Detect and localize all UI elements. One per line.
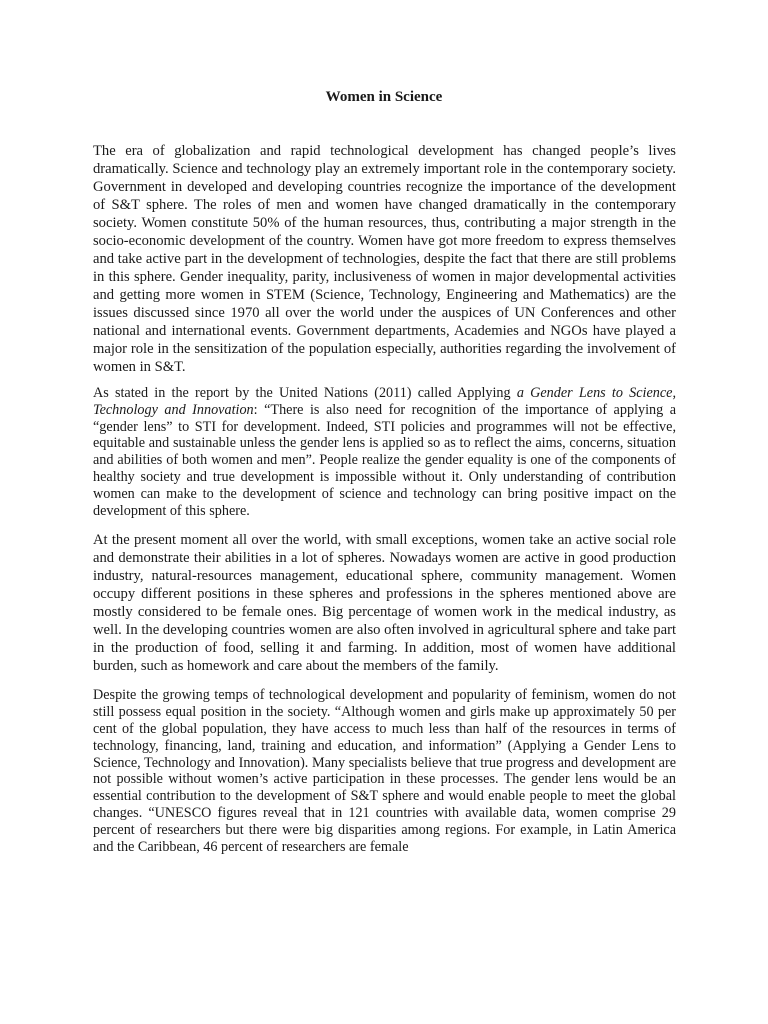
page-title: Women in Science (325, 89, 443, 105)
paragraph-2-lead: As stated in the report by the United Nations (2011) called Applying (93, 385, 517, 401)
report-title: a Gender Lens to Science, Technology and Innovation (93, 385, 676, 418)
paragraph-4: Despite the growing temps of technological development and popularity of feminism, women do not still possess equal position in the society. “Although women and girls make up approximately 50 per cent of the global population, they have access to much less than half of the resources in terms of technology, financing, land, training and education, and information” (Applying a Gender Lens to Science, Technology and Innovation). Many specialists believe that true progress and development are not possible without women’s active participation in these processes. The gender lens would be an essential contribution to the development of S&T sphere and would enable people to meet the global changes. “UNESCO figures reveal that in 121 countries with available data, women comprise 29 percent of researchers but there were big disparities among regions. For example, in Latin America and the Caribbean, 46 percent of researchers are female (93, 687, 676, 855)
paragraph-1: The era of globalization and rapid technological development has changed people’s lives dramatically. Science and technology play an extremely important role in the contemporary society. Government in developed and developing countries recognize the importance of the development of S&T sphere. The roles of men and women have changed dramatically in the contemporary society. Women constitute 50% of the human resources, thus, contributing a major strength in the socio-economic development of the country. Women have got more freedom to express themselves and take active part in the development of technologies, despite the fact that there are still problems in this sphere. Gender inequality, parity, inclusiveness of women in major developmental activities and getting more women in STEM (Science, Technology, Engineering and Mathematics) are the issues discussed since 1970 all over the world under the auspices of UN Conferences and other national and international events. Government departments, Academies and NGOs have played a major role in the sensitization of the population especially, authorities regarding the involvement of women in S&T. (93, 143, 676, 375)
paragraph-3: At the present moment all over the world, with small exceptions, women take an active social role and demonstrate their abilities in a lot of spheres. Nowadays women are active in good production industry, natural-resources management, educational sphere, community management. Women occupy different positions in these spheres and professions in the spheres mentioned above are mostly considered to be female ones. Big percentage of women work in the medical industry, as well. In the developing countries women are also often involved in agricultural sphere and take part in the production of food, selling it and farming. In addition, most of women have additional burden, such as homework and care about the members of the family. (93, 532, 676, 675)
paragraph-2 (93, 385, 676, 519)
paragraph-2-rest: : “There is also need for recognition of the importance of applying a “gender lens” to STI for development. Indeed, STI policies and programmes will not be effective, equitable and sustainable unless the gender lens is applied so as to reflect the aims, concerns, situation and abilities of both women and men”. People realize the gender equality is one of the components of healthy society and true development is impossible without it. Only understanding of contribution women can make to the development of science and technology can bring positive impact on the development of this sphere. (93, 401, 676, 519)
body-text (93, 142, 676, 864)
